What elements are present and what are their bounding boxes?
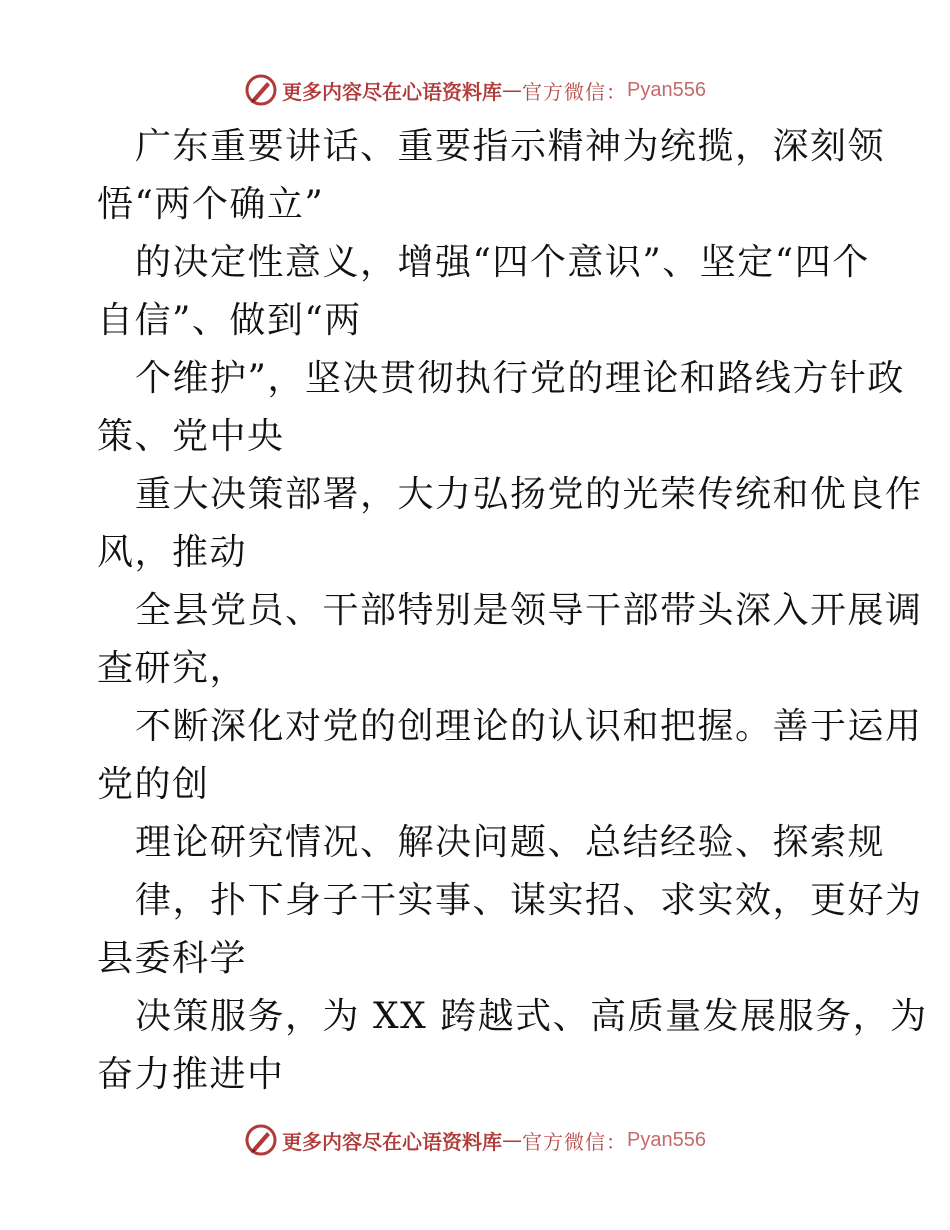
banner-dash: — <box>502 78 523 102</box>
body-line: 不断深化对党的创理论的认识和把握。善于运用 <box>135 706 923 747</box>
body-line: 查研究， <box>97 648 248 689</box>
banner-site-name: 更多内容尽在心语资料库 <box>282 79 503 104</box>
body-line: 的决定性意义，增强“四个意识”、坚定“四个 <box>135 242 870 283</box>
footer-banner <box>0 1120 950 1160</box>
banner-dash: — <box>502 1128 523 1152</box>
banner-wechat-label: 官方微信： <box>522 79 628 104</box>
body-line: 律，扑下身子干实事、谋实招、求实效，更好为 <box>135 880 923 921</box>
banner-wechat-label: 官方微信： <box>522 1129 628 1154</box>
body-line: 奋力推进中 <box>97 1054 285 1095</box>
pen-logo-icon <box>244 73 278 107</box>
body-line: 党的创 <box>97 764 210 805</box>
banner-site-name: 更多内容尽在心语资料库 <box>282 1129 503 1154</box>
body-line: 策、党中央 <box>97 416 285 457</box>
body-line: 风，推动 <box>97 532 248 573</box>
body-line: 决策服务，为 XX 跨越式、高质量发展服务，为 <box>135 996 928 1037</box>
document-body <box>97 118 928 1104</box>
banner-account: Pyan556 <box>627 1128 706 1151</box>
pen-logo-icon <box>244 1123 278 1157</box>
body-line: 个维护”，坚决贯彻执行党的理论和路线方针政 <box>135 358 905 399</box>
header-banner <box>0 70 950 110</box>
body-line: 广东重要讲话、重要指示精神为统揽，深刻领 <box>135 126 886 167</box>
body-line: 全县党员、干部特别是领导干部带头深入开展调 <box>135 590 923 631</box>
body-line: 重大决策部署，大力弘扬党的光荣传统和优良作 <box>135 474 923 515</box>
body-line: 县委科学 <box>97 938 248 979</box>
body-line: 理论研究情况、解决问题、总结经验、探索规 <box>135 822 886 863</box>
body-line: 悟“两个确立” <box>97 184 325 225</box>
banner-account: Pyan556 <box>627 78 706 101</box>
body-line: 自信”、做到“两 <box>97 300 362 341</box>
